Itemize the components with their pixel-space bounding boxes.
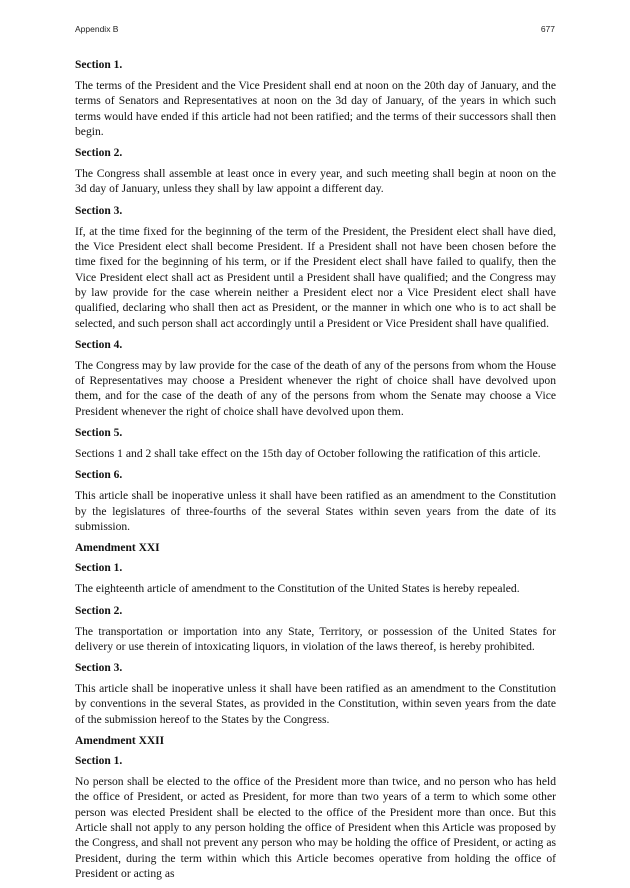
document-body: [75, 58, 556, 888]
section-heading: Section 5.: [75, 427, 123, 440]
section-paragraph: The Congress shall assemble at least once in every year, and such meeting shall begin at noon on the 3d day of January, unless they shall by law appoint a different day.: [75, 167, 556, 196]
section-heading: Section 4.: [75, 338, 123, 351]
amendment-heading: Amendment XXI: [75, 542, 160, 555]
section-heading: Section 3.: [75, 204, 123, 217]
section-heading: Section 1.: [75, 562, 123, 575]
section-paragraph: The transportation or importation into any State, Territory, or possession of the United States for delivery or use therein of intoxicating liquors, in violation of the laws thereof, is hereby prohibited.: [75, 624, 556, 653]
section-heading: Section 1.: [75, 59, 123, 71]
section-paragraph: This article shall be inoperative unless it shall have been ratified as an amendment to the Constitution by the legislatures of three-fourths of the several States within seven years from the date of its submission.: [75, 489, 556, 533]
section-paragraph: No person shall be elected to the office of the President more than twice, and no person who has held the office of President, or acted as President, for more than two years of a term to which some other person was elected President shall be elected to the office of the President more than once. But this Article shall not apply to any person holding the office of President when this Article was proposed by the Congress, and shall not prevent any person who may be holding the office of President, or acting as President, during the term within which this Article becomes operative from holding the office of President or acting as: [75, 775, 556, 880]
section-heading: Section 2.: [75, 604, 123, 617]
section-heading: Section 2.: [75, 147, 123, 160]
amendment-heading: Amendment XXII: [75, 735, 165, 748]
section-paragraph: This article shall be inoperative unless it shall have been ratified as an amendment to the Constitution by conventions in the several States, as provided in the Constitution, within seven years from the date of the submission hereof to the States by the Congress.: [75, 682, 556, 726]
section-paragraph: Sections 1 and 2 shall take effect on the 15th day of October following the ratification of this article.: [75, 447, 541, 461]
page-number: 677: [540, 24, 555, 34]
section-paragraph: The terms of the President and the Vice President shall end at noon on the 20th day of January, and the terms of Senators and Representatives at noon on the 3d day of January, of the years in which such terms would have ended if this article had not been ratified; and the terms of their successors shall then begin.: [75, 79, 556, 138]
page-header: [75, 24, 555, 38]
section-heading: Section 3.: [75, 662, 123, 675]
section-paragraph: If, at the time fixed for the beginning of the term of the President, the President elect shall have died, the Vice President elect shall become President. If a President shall not have been chosen before the time fixed for the beginning of his term, or if the President elect shall have failed to qualify, then the Vice President elect shall act as President until a President shall have qualified; and the Congress may by law provide for the case wherein neither a President elect nor a Vice President elect shall have qualified, declaring who shall then act as President, or the manner in which one who is to act shall be selected, and such person shall act accordingly until a President or Vice President shall have qualified.: [75, 224, 556, 330]
section-heading: Section 6.: [75, 469, 123, 482]
running-header-title: Appendix B: [75, 24, 119, 34]
section-heading: Section 1.: [75, 755, 123, 768]
section-paragraph: The Congress may by law provide for the case of the death of any of the persons from whom the House of Representatives may choose a President whenever the right of choice shall have devolved upon them, and for the case of the death of any of the persons from whom the Senate may choose a Vice President whenever the right of choice shall have devolved upon them.: [75, 358, 556, 418]
section-paragraph: The eighteenth article of amendment to the Constitution of the United States is hereby repealed.: [75, 582, 520, 596]
